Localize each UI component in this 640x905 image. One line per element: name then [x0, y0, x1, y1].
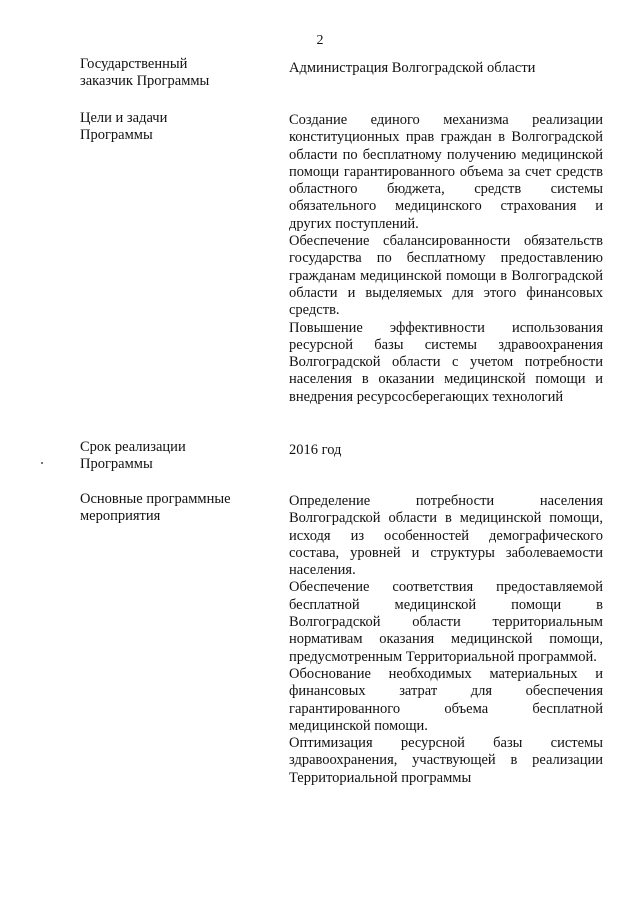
value-paragraph: Администрация Волгоградской области — [289, 60, 536, 76]
label-line: Программы — [80, 456, 153, 472]
label-line: Программы — [80, 127, 153, 143]
value-paragraph: Определение потребности населения Волгоградской области в медицинской помощи, исходя из особенностей демографического состава, уровней и структуры заболеваемости населения. — [289, 493, 603, 579]
value-period — [289, 442, 603, 459]
scan-speck — [41, 462, 43, 464]
value-paragraph: Обеспечение сбалансированности обязательств государства по бесплатному предоставлению гражданам медицинской помощи в Волгоградской области и выделяемых для этого финансовых средств. — [289, 233, 603, 319]
label-line: заказчик Программы — [80, 73, 210, 89]
label-line: Государственный — [80, 56, 188, 72]
value-paragraph: Оптимизация ресурсной базы системы здравоохранения, участвующей в реализации Территориальной программы — [289, 735, 603, 786]
label-period — [80, 439, 270, 473]
label-goals-tasks — [80, 110, 270, 144]
label-line: мероприятия — [80, 508, 161, 524]
value-main-activities — [289, 493, 603, 787]
label-line: Цели и задачи — [80, 110, 168, 126]
label-line: Срок реализации — [80, 439, 186, 455]
value-goals-tasks — [289, 112, 603, 406]
label-state-customer — [80, 56, 270, 90]
value-paragraph: Обеспечение соответствия предоставляемой бесплатной медицинской помощи в Волгоградской области территориальным нормативам оказания медицинской помощи, предусмотренным Территориальной программой. — [289, 579, 603, 665]
label-line: Основные программные — [80, 491, 231, 507]
page-number: 2 — [316, 33, 324, 48]
value-paragraph: 2016 год — [289, 442, 342, 458]
value-paragraph: Повышение эффективности использования ресурсной базы системы здравоохранения Волгоградской области с учетом потребности населения в оказании медицинской помощи и внедрения ресурсосберегающих технологий — [289, 319, 603, 405]
label-main-activities — [80, 491, 270, 525]
value-paragraph: Обоснование необходимых материальных и финансовых затрат для обеспечения гарантированного объема бесплатной медицинской помощи. — [289, 665, 603, 734]
value-paragraph: Создание единого механизма реализации конституционных прав граждан в Волгоградской области по бесплатному получению медицинской помощи гарантированного объема за счет средств областного бюджета, средств системы обязательного медицинского страхования и других поступлений. — [289, 112, 603, 232]
value-state-customer — [289, 60, 603, 77]
